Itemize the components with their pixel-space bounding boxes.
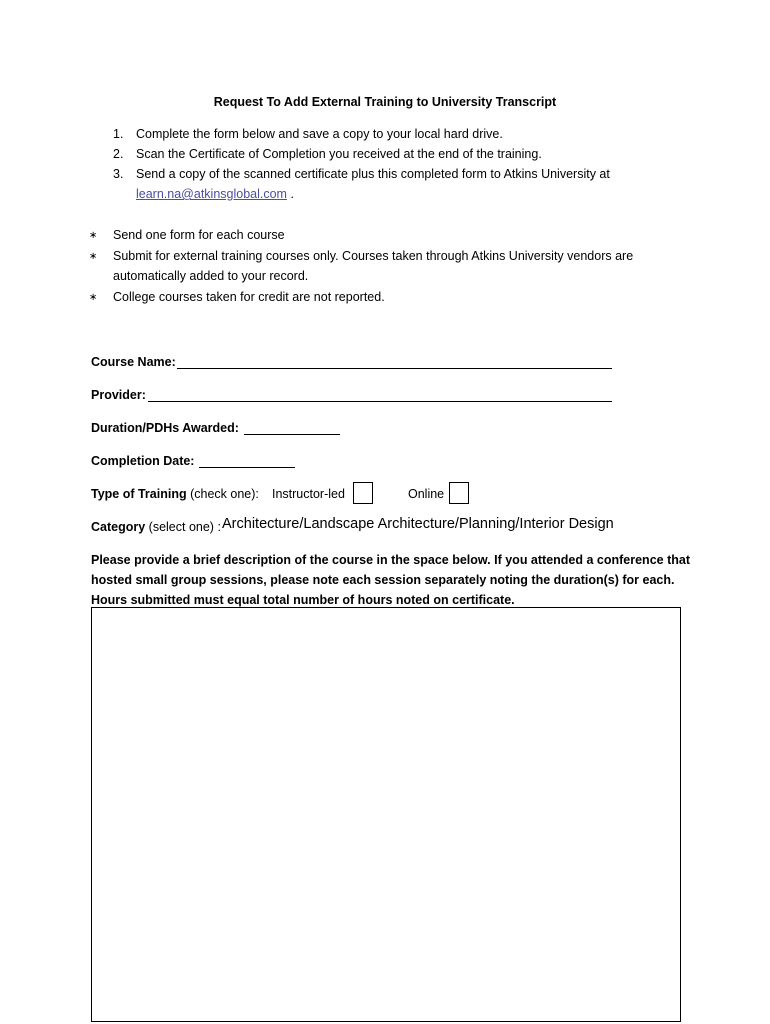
course-name-field[interactable]: [177, 368, 612, 369]
category-select[interactable]: Architecture/Landscape Architecture/Planning/Interior Design: [222, 516, 614, 532]
bullet-text: College courses taken for credit are not reported.: [113, 290, 385, 304]
step-text: Scan the Certificate of Completion you received at the end of the training.: [136, 147, 542, 161]
category-label: [91, 520, 221, 534]
provider-field[interactable]: [148, 401, 612, 402]
step-text: Send a copy of the scanned certificate plus this completed form to Atkins University at: [136, 167, 610, 181]
step-number: 1.: [113, 127, 124, 141]
duration-label: Duration/PDHs Awarded:: [91, 421, 239, 435]
bullet-text: Submit for external training courses only. Courses taken through Atkins University vendors are: [113, 249, 634, 263]
step-number: 3.: [113, 167, 124, 181]
bullet-item: [0, 228, 770, 244]
bullet-icon: ∗: [89, 251, 98, 262]
provider-label: Provider:: [91, 388, 146, 402]
description-instruction: Hours submitted must equal total number of hours noted on certificate.: [91, 593, 515, 607]
bullet-icon: ∗: [89, 292, 98, 303]
step-2: [0, 147, 770, 163]
email-link[interactable]: learn.na@atkinsglobal.com: [136, 187, 287, 201]
bullet-item: [0, 249, 770, 265]
completion-date-label: Completion Date:: [91, 454, 195, 468]
description-textarea[interactable]: [91, 607, 681, 1022]
category-label-text: Category: [91, 520, 146, 534]
online-label: Online: [408, 487, 445, 501]
step-3: [0, 167, 770, 183]
description-instruction: hosted small group sessions, please note each session separately noting the duration(s) for each.: [91, 573, 675, 587]
step-1: [0, 127, 770, 143]
completion-date-field[interactable]: [199, 467, 295, 468]
email-line: [136, 187, 294, 201]
type-hint: (check one):: [186, 487, 259, 501]
category-hint: (select one) :: [145, 520, 221, 534]
page-title: Request To Add External Training to University Transcript: [213, 95, 557, 109]
step-text: Complete the form below and save a copy to your local hard drive.: [136, 127, 503, 141]
course-name-label: Course Name:: [91, 355, 176, 369]
duration-field[interactable]: [244, 434, 340, 435]
email-suffix: .: [286, 187, 294, 201]
type-of-training-label: [91, 487, 259, 501]
bullet-icon: ∗: [89, 230, 98, 241]
description-instruction: Please provide a brief description of the course in the space below. If you attended a conference that: [91, 553, 690, 567]
bullet-continuation: automatically added to your record.: [113, 269, 309, 283]
instructor-led-checkbox[interactable]: [353, 482, 373, 504]
type-label: Type of Training: [91, 487, 187, 501]
step-number: 2.: [113, 147, 124, 161]
bullet-item: [0, 290, 770, 306]
online-checkbox[interactable]: [449, 482, 469, 504]
instructor-led-label: Instructor-led: [272, 487, 345, 501]
bullet-text: Send one form for each course: [113, 228, 285, 242]
